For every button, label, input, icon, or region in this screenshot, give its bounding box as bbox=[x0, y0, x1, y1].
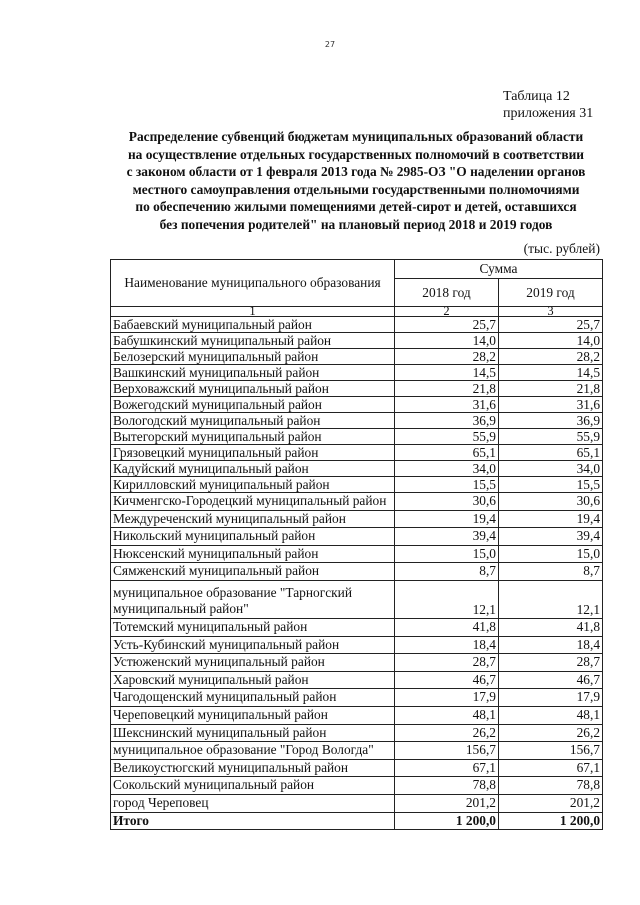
value-2019: 34,0 bbox=[499, 461, 603, 477]
value-2018: 14,0 bbox=[395, 333, 499, 349]
value-2019: 25,7 bbox=[499, 317, 603, 333]
value-2018: 67,1 bbox=[395, 759, 499, 777]
column-number: 2 bbox=[395, 307, 499, 317]
table-row bbox=[111, 742, 603, 760]
value-2018: 14,5 bbox=[395, 365, 499, 381]
municipality-name: Вологодский муниципальный район bbox=[111, 413, 395, 429]
table-row bbox=[111, 545, 603, 563]
table-row bbox=[111, 349, 603, 365]
value-2018: 15,5 bbox=[395, 477, 499, 493]
value-2018: 65,1 bbox=[395, 445, 499, 461]
municipality-name: Нюксенский муниципальный район bbox=[111, 545, 395, 563]
municipality-name: Вожегодский муниципальный район bbox=[111, 397, 395, 413]
value-2018: 41,8 bbox=[395, 618, 499, 636]
municipality-name: Харовский муниципальный район bbox=[111, 671, 395, 689]
title-line: Распределение субвенций бюджетам муниципальных образований области bbox=[128, 129, 584, 144]
page-number: 27 bbox=[324, 40, 336, 49]
value-2019: 14,5 bbox=[499, 365, 603, 381]
value-2019: 26,2 bbox=[499, 724, 603, 742]
table-row bbox=[111, 445, 603, 461]
value-2018: 21,8 bbox=[395, 381, 499, 397]
table-row bbox=[111, 724, 603, 742]
value-2018: 30,6 bbox=[395, 493, 499, 511]
header-2019: 2019 год bbox=[499, 279, 603, 307]
table-row bbox=[111, 636, 603, 654]
value-2018: 36,9 bbox=[395, 413, 499, 429]
table-row bbox=[111, 493, 603, 511]
municipality-name: город Череповец bbox=[111, 794, 395, 812]
municipality-name: Вытегорский муниципальный район bbox=[111, 429, 395, 445]
value-2018: 12,1 bbox=[395, 580, 499, 618]
table-row bbox=[111, 689, 603, 707]
value-2019: 36,9 bbox=[499, 413, 603, 429]
municipality-name: Сямженский муниципальный район bbox=[111, 563, 395, 581]
municipality-name: Кичменгско-Городецкий муниципальный район bbox=[111, 493, 395, 511]
value-2019: 41,8 bbox=[499, 618, 603, 636]
header-sum: Сумма bbox=[395, 260, 603, 279]
table-row bbox=[111, 706, 603, 724]
table-row bbox=[111, 333, 603, 349]
table-row bbox=[111, 671, 603, 689]
value-2018: 28,7 bbox=[395, 654, 499, 672]
table-reference bbox=[503, 88, 593, 122]
value-2018: 19,4 bbox=[395, 510, 499, 528]
value-2019: 31,6 bbox=[499, 397, 603, 413]
municipality-name: муниципальное образование "Тарногский муниципальный район" bbox=[111, 580, 395, 618]
document-title bbox=[108, 128, 604, 233]
subsidy-table bbox=[110, 259, 603, 830]
municipality-name: Белозерский муниципальный район bbox=[111, 349, 395, 365]
value-2019: 65,1 bbox=[499, 445, 603, 461]
value-2019: 30,6 bbox=[499, 493, 603, 511]
value-2018: 17,9 bbox=[395, 689, 499, 707]
value-2019: 156,7 bbox=[499, 742, 603, 760]
value-2018: 201,2 bbox=[395, 794, 499, 812]
municipality-name: Грязовецкий муниципальный район bbox=[111, 445, 395, 461]
title-line: на осуществление отдельных государственных полномочий в соответствии bbox=[127, 146, 585, 162]
value-2018: 34,0 bbox=[395, 461, 499, 477]
value-2018: 28,2 bbox=[395, 349, 499, 365]
table-row bbox=[111, 528, 603, 546]
municipality-name: Никольский муниципальный район bbox=[111, 528, 395, 546]
title-line: по обеспечению жилыми помещениями детей-сирот и детей, оставшихся bbox=[135, 199, 577, 214]
table-row bbox=[111, 580, 603, 618]
table-row bbox=[111, 759, 603, 777]
table-row bbox=[111, 413, 603, 429]
value-2018: 78,8 bbox=[395, 777, 499, 795]
value-2019: 67,1 bbox=[499, 759, 603, 777]
table-row bbox=[111, 654, 603, 672]
value-2018: 48,1 bbox=[395, 706, 499, 724]
total-2019: 1 200,0 bbox=[499, 812, 603, 830]
table-ref-line2: приложения 31 bbox=[503, 106, 594, 121]
municipality-name: Верховажский муниципальный район bbox=[111, 381, 395, 397]
municipality-name: Кадуйский муниципальный район bbox=[111, 461, 395, 477]
municipality-name: Бабушкинский муниципальный район bbox=[111, 333, 395, 349]
header-2018: 2018 год bbox=[395, 279, 499, 307]
table-row bbox=[111, 563, 603, 581]
value-2018: 26,2 bbox=[395, 724, 499, 742]
table-row bbox=[111, 461, 603, 477]
table-row bbox=[111, 365, 603, 381]
value-2019: 15,0 bbox=[499, 545, 603, 563]
value-2018: 39,4 bbox=[395, 528, 499, 546]
municipality-name: Усть-Кубинский муниципальный район bbox=[111, 636, 395, 654]
title-line: местного самоуправления отдельными государственными полномочиями bbox=[132, 181, 580, 197]
municipality-name: Вашкинский муниципальный район bbox=[111, 365, 395, 381]
total-2018: 1 200,0 bbox=[395, 812, 499, 830]
table-row bbox=[111, 794, 603, 812]
total-label: Итого bbox=[111, 812, 395, 830]
units-label: (тыс. рублей) bbox=[523, 241, 600, 256]
value-2019: 19,4 bbox=[499, 510, 603, 528]
value-2019: 18,4 bbox=[499, 636, 603, 654]
table-row bbox=[111, 618, 603, 636]
value-2019: 46,7 bbox=[499, 671, 603, 689]
municipality-name: Великоустюгский муниципальный район bbox=[111, 759, 395, 777]
value-2018: 15,0 bbox=[395, 545, 499, 563]
municipality-name: Кирилловский муниципальный район bbox=[111, 477, 395, 493]
title-line: без попечения родителей" на плановый период 2018 и 2019 годов bbox=[159, 216, 553, 232]
value-2019: 201,2 bbox=[499, 794, 603, 812]
value-2018: 18,4 bbox=[395, 636, 499, 654]
value-2018: 31,6 bbox=[395, 397, 499, 413]
table-ref-line1: Таблица 12 bbox=[503, 89, 570, 104]
municipality-name: Устюженский муниципальный район bbox=[111, 654, 395, 672]
header-name: Наименование муниципального образования bbox=[111, 260, 395, 307]
municipality-name: Чагодощенский муниципальный район bbox=[111, 689, 395, 707]
title-line: с законом области от 1 февраля 2013 года № 2985-ОЗ "О наделении органов bbox=[126, 164, 586, 179]
table-row bbox=[111, 477, 603, 493]
column-number: 3 bbox=[499, 307, 603, 317]
table-row bbox=[111, 381, 603, 397]
value-2018: 156,7 bbox=[395, 742, 499, 760]
value-2019: 14,0 bbox=[499, 333, 603, 349]
table-row bbox=[111, 397, 603, 413]
total-row bbox=[111, 812, 603, 830]
municipality-name: Междуреченский муниципальный район bbox=[111, 510, 395, 528]
value-2019: 15,5 bbox=[499, 477, 603, 493]
value-2019: 48,1 bbox=[499, 706, 603, 724]
municipality-name: муниципальное образование "Город Вологда" bbox=[111, 742, 395, 760]
municipality-name: Сокольский муниципальный район bbox=[111, 777, 395, 795]
value-2019: 8,7 bbox=[499, 563, 603, 581]
value-2019: 39,4 bbox=[499, 528, 603, 546]
table-row bbox=[111, 510, 603, 528]
table-row bbox=[111, 429, 603, 445]
value-2019: 17,9 bbox=[499, 689, 603, 707]
value-2019: 28,7 bbox=[499, 654, 603, 672]
value-2018: 46,7 bbox=[395, 671, 499, 689]
value-2019: 78,8 bbox=[499, 777, 603, 795]
value-2018: 55,9 bbox=[395, 429, 499, 445]
municipality-name: Бабаевский муниципальный район bbox=[111, 317, 395, 333]
column-number: 1 bbox=[111, 307, 395, 317]
value-2019: 21,8 bbox=[499, 381, 603, 397]
table-row bbox=[111, 777, 603, 795]
table-row bbox=[111, 317, 603, 333]
municipality-name: Тотемский муниципальный район bbox=[111, 618, 395, 636]
value-2019: 28,2 bbox=[499, 349, 603, 365]
value-2019: 55,9 bbox=[499, 429, 603, 445]
value-2018: 8,7 bbox=[395, 563, 499, 581]
municipality-name: Шекснинский муниципальный район bbox=[111, 724, 395, 742]
municipality-name: Череповецкий муниципальный район bbox=[111, 706, 395, 724]
value-2019: 12,1 bbox=[499, 580, 603, 618]
value-2018: 25,7 bbox=[395, 317, 499, 333]
